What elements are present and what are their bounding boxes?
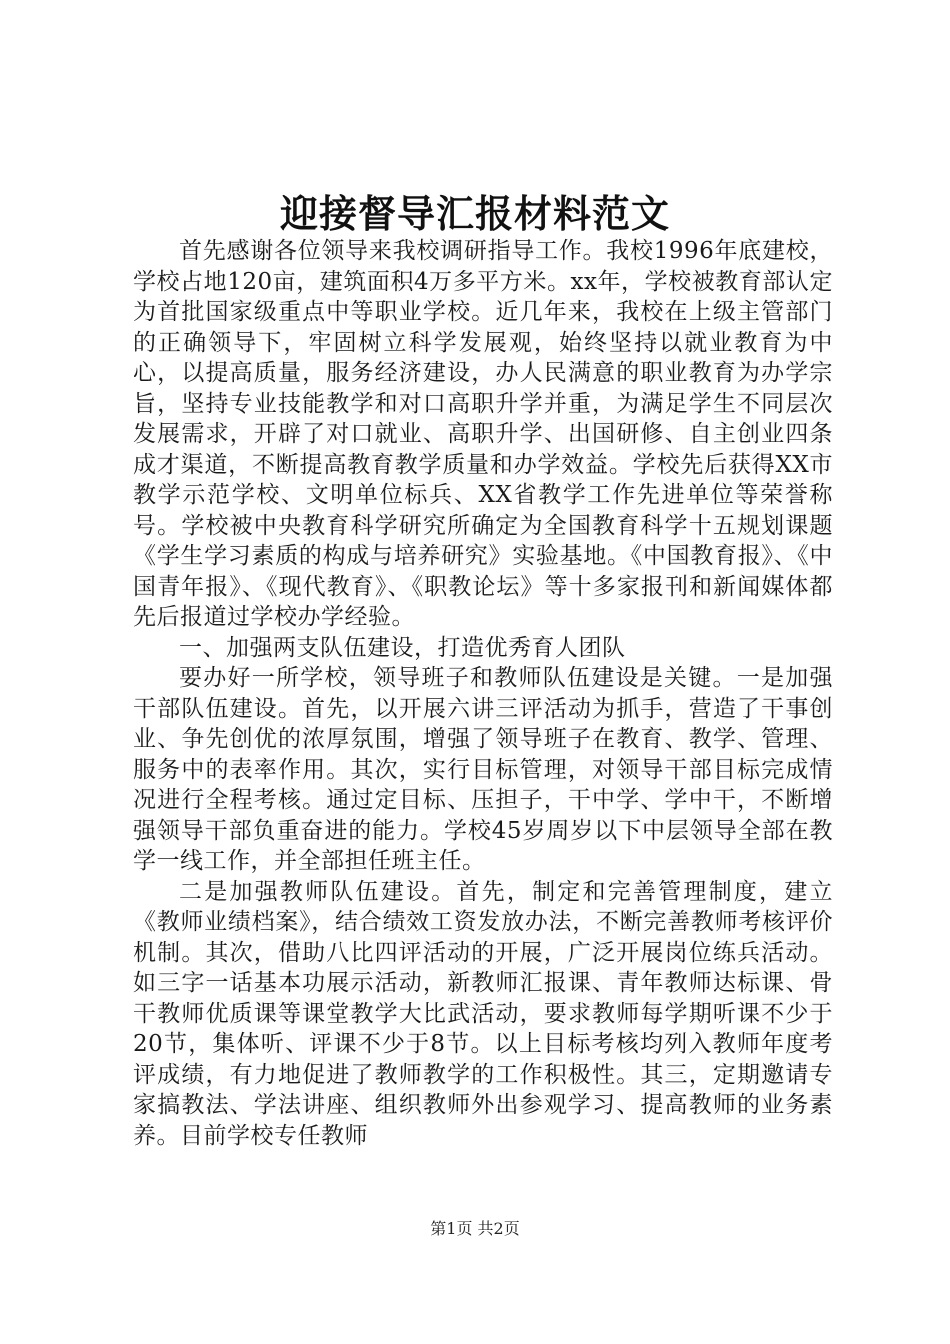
section-heading: 一、加强两支队伍建设，打造优秀育人团队	[179, 634, 626, 661]
page-footer: 第1页 共2页	[430, 1219, 520, 1238]
paragraph-leadership: 要办好一所学校，领导班子和教师队伍建设是关键。一是加强干部队伍建设。首先，以开展六讲三评活动为抓手，营造了干事创业、争先创优的浓厚氛围，增强了领导班子在教育、教学、管理、服务中的表率作用。其次，实行目标管理，对领导干部目标完成情况进行全程考核。通过定目标、压担子，干中学、学中干，不断增强领导干部负重奋进的能力。学校45岁周岁以下中层领导全部在教学一线工作，并全部担任班主任。	[133, 665, 833, 874]
document-title: 迎接督导汇报材料范文	[279, 191, 670, 236]
paragraph-intro: 首先感谢各位领导来我校调研指导工作。我校1996年底建校，学校占地120亩，建筑面积4万多平方米。xx年，学校被教育部认定为首批国家级重点中等职业学校。近几年来，我校在上级主管部门的正确领导下，牢固树立科学发展观，始终坚持以就业教育为中心，以提高质量，服务经济建设，办人民满意的职业教育为办学宗旨，坚持专业技能教学和对口高职升学并重，为满足学生不同层次发展需求，开辟了对口就业、高职升学、出国研修、自主创业四条成才渠道，不断提高教育教学质量和办学效益。学校先后获得XX市教学示范学校、文明单位标兵、XX省教学工作先进单位等荣誉称号。学校被中央教育科学研究所确定为全国教育科学十五规划课题《学生学习素质的构成与培养研究》实验基地。《中国教育报》、《中国青年报》、《现代教育》、《职教论坛》等十多家报刊和新闻媒体都先后报道过学校办学经验。	[133, 238, 833, 630]
paragraph-teachers: 二是加强教师队伍建设。首先，制定和完善管理制度，建立《教师业绩档案》，结合绩效工资发放办法，不断完善教师考核评价机制。其次，借助八比四评活动的开展，广泛开展岗位练兵活动。如三字一话基本功展示活动，新教师汇报课、青年教师达标课、骨干教师优质课等课堂教学大比武活动，要求教师每学期听课不少于20节，集体听、评课不少于8节。以上目标考核均列入教师年度考评成绩，有力地促进了教师教学的工作积极性。其三，定期邀请专家搞教法、学法讲座、组织教师外出参观学习、提高教师的业务素养。目前学校专任教师	[133, 878, 833, 1149]
document-body	[133, 236, 833, 1151]
